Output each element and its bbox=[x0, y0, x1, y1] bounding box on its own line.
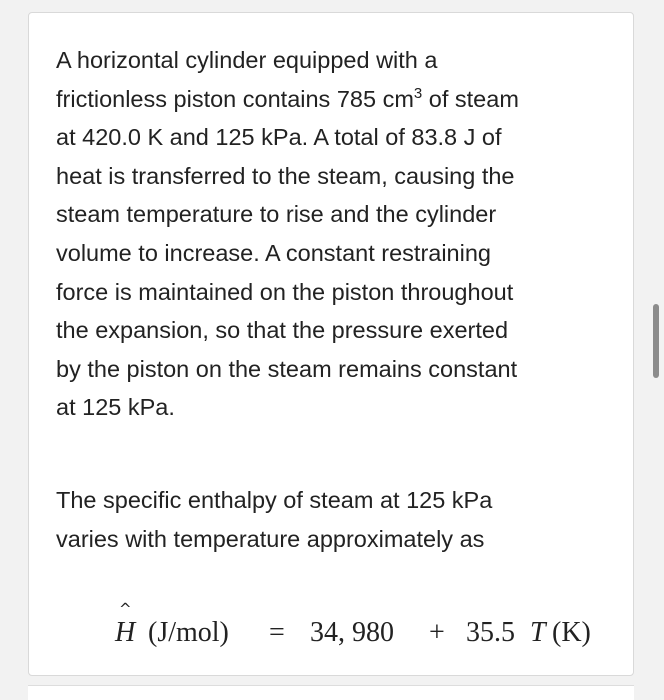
enthalpy-equation bbox=[84, 599, 624, 649]
problem-paragraph-2 bbox=[56, 481, 616, 558]
enthalpy-variable: H bbox=[115, 617, 136, 648]
equation-constant: 34, 980 bbox=[310, 617, 394, 648]
equals-sign: = bbox=[269, 617, 285, 648]
equation-coefficient: 35.5 bbox=[466, 617, 515, 648]
text-line: by the piston on the steam remains constant bbox=[56, 355, 518, 382]
text-line: The specific enthalpy of steam at 125 kPa bbox=[56, 487, 493, 513]
scrollbar-thumb[interactable] bbox=[653, 304, 659, 378]
text-fragment: of steam bbox=[422, 85, 519, 112]
temperature-variable: T bbox=[530, 617, 546, 648]
plus-sign: + bbox=[429, 617, 445, 648]
next-card-edge bbox=[28, 685, 634, 700]
temperature-units: (K) bbox=[552, 617, 591, 648]
equation-units: (J/mol) bbox=[148, 617, 229, 648]
text-fragment: frictionless piston contains 785 cm bbox=[56, 85, 414, 112]
problem-paragraph-1 bbox=[56, 41, 616, 427]
text-line: steam temperature to rise and the cylinder bbox=[56, 201, 497, 228]
text-line: the expansion, so that the pressure exerted bbox=[56, 317, 509, 344]
text-line: at 125 kPa. bbox=[56, 394, 175, 421]
text-line bbox=[56, 80, 616, 119]
text-line: heat is transferred to the steam, causing the bbox=[56, 162, 515, 189]
problem-card bbox=[28, 12, 634, 676]
text-line: A horizontal cylinder equipped with a bbox=[56, 47, 438, 73]
hat-accent: ^ bbox=[119, 600, 132, 618]
text-line: at 420.0 K and 125 kPa. A total of 83.8 J of bbox=[56, 124, 502, 151]
text-line: force is maintained on the piston throughout bbox=[56, 278, 514, 305]
text-line: volume to increase. A constant restraining bbox=[56, 239, 491, 266]
enthalpy-symbol bbox=[115, 599, 136, 649]
text-line: varies with temperature approximately as bbox=[56, 525, 485, 552]
superscript: 3 bbox=[413, 84, 423, 102]
